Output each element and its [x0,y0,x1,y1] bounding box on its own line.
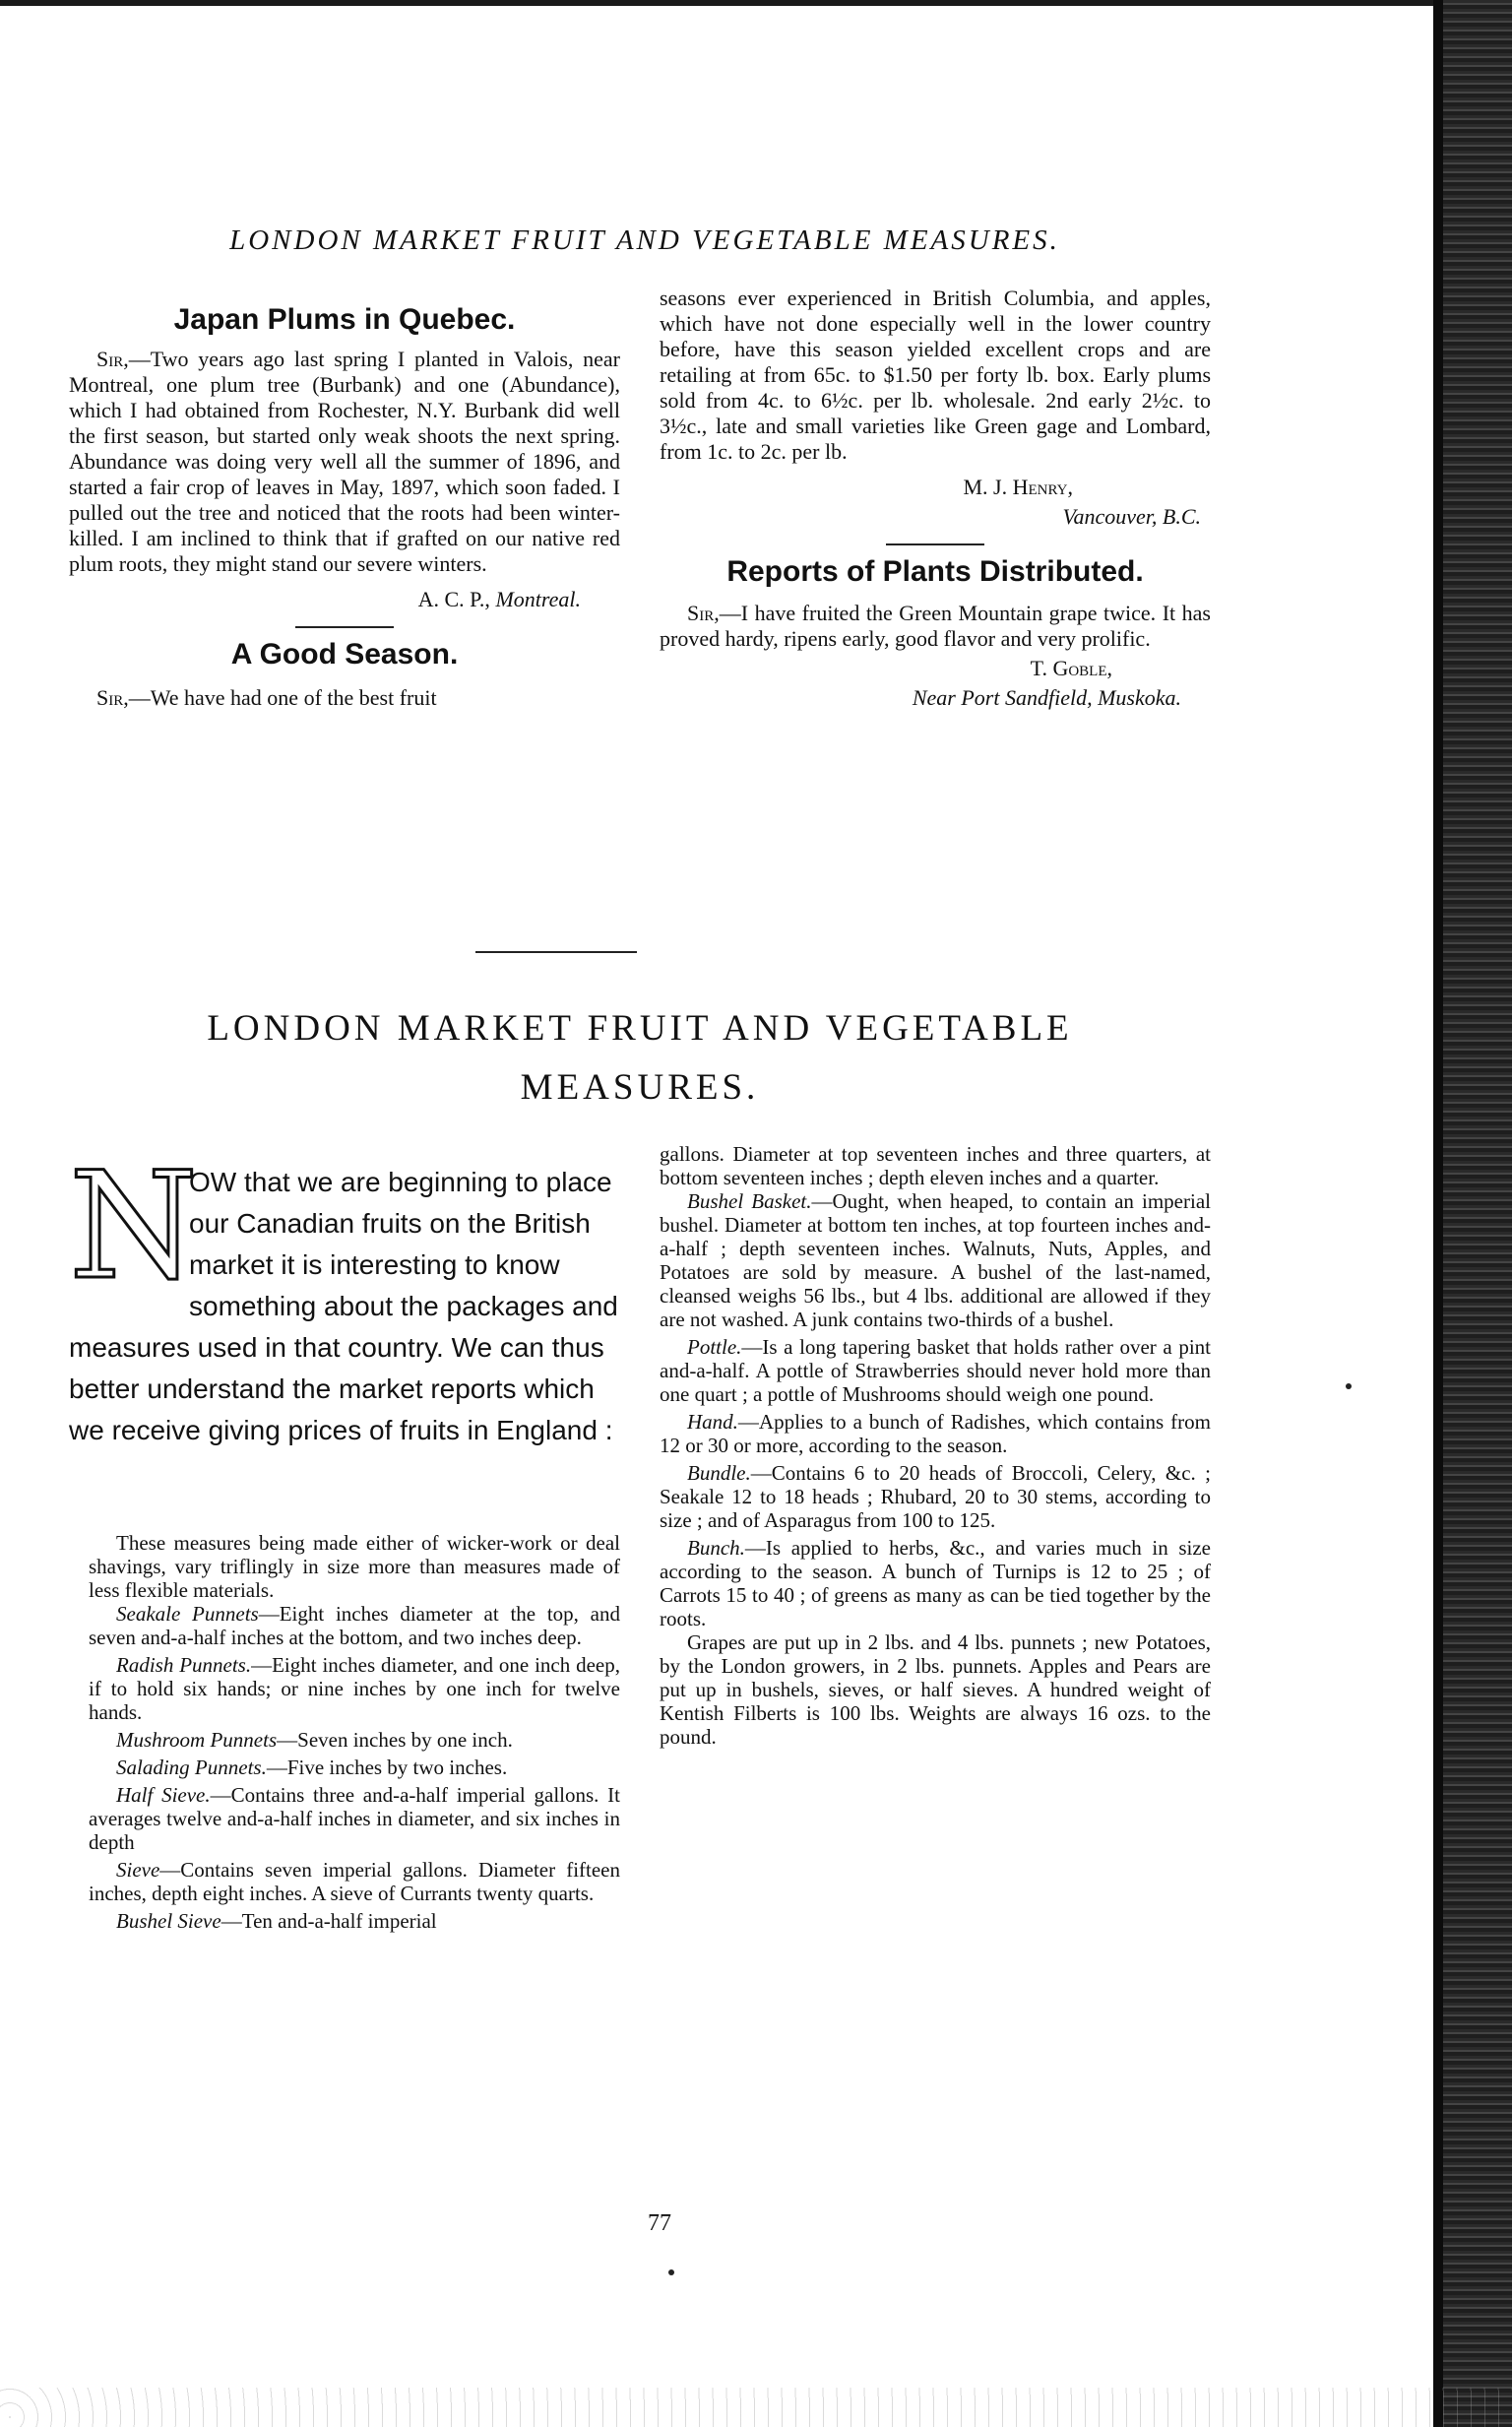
stray-mark [668,2269,674,2275]
measure-description: —Applies to a bunch of Radishes, which contains from 12 or 30 or more, according to the season. [660,1410,1211,1457]
measure-description: —Seven inches by one inch. [277,1728,513,1752]
japan-plums-text: —Two years ago last spring I planted in Valois, near Montreal, one plum tree (Burbank) and one (Abundance), which I had obtained from Rochester, N.Y. Burbank did well the first season, but started only weak shoots the next spring. Abundance was doing very well all the summer of 1896, and started a fair crop of leaves in May, 1897, which soon faded. I pulled out the tree and noticed that the roots had been winter-killed. I am inclined to think that if grafted on our native red plum roots, they might stand our severe winters. [69,347,620,576]
page-right-edge [1443,0,1512,2427]
salutation: Sir, [687,601,720,625]
right-letters-column [660,286,1211,711]
measure-entry [660,1410,1211,1457]
measure-entry [89,1909,620,1933]
stray-mark [1346,1383,1352,1389]
article-title-line1: LONDON MARKET FRUIT AND VEGETABLE [207,1008,1073,1049]
reports-signature-place: Near Port Sandfield, Muskoka. [912,685,1181,710]
measure-entry [89,1602,620,1649]
measure-term: Pottle. [687,1335,742,1359]
page-top-edge [0,0,1512,6]
good-season-title: A Good Season. [230,638,459,671]
signature-place: Montreal. [495,587,581,611]
measure-entries-left [89,1602,620,1933]
page-bottom-speckle [0,2388,1512,2427]
closing-paragraph: Grapes are put up in 2 lbs. and 4 lbs. punnets ; new Potatoes, by the London growers, in 2 lbs. punnets. Apples and Pears are put up in bushels, sieves, or half sieves. A hundred weight of Kentish Filberts is 100 lbs. Weights are always 16 ozs. to the pound. [660,1630,1211,1749]
measure-description: —Contains three and-a-half imperial gallons. It averages twelve and-a-half inches in diameter, and six inches in depth [89,1783,620,1854]
japan-plums-signature [69,587,620,612]
drop-cap: N [69,1141,199,1312]
article-divider [475,951,637,953]
reports-text: —I have fruited the Green Mountain grape twice. It has proved hardy, ripens early, good flavor and very prolific. [660,601,1211,651]
measure-entries-right [660,1189,1211,1630]
bushel-sieve-continued: gallons. Diameter at top seventeen inches and three quarters, at bottom seventeen inches ; depth eleven inches and a quarter. [660,1142,1211,1189]
good-season-text-start: —We have had one of the best fruit [128,685,437,710]
measure-term: Bushel Basket. [687,1189,812,1213]
reports-body [660,601,1211,652]
measure-term: Radish Punnets. [116,1653,252,1677]
measure-entry [89,1728,620,1752]
measure-term: Hand. [687,1410,738,1434]
running-head: LONDON MARKET FRUIT AND VEGETABLE MEASURES. [229,224,1060,256]
good-season-signature-name [660,475,1211,500]
measure-entry [89,1756,620,1779]
left-letters-column [69,303,620,711]
measure-description: —Ten and-a-half imperial [220,1909,437,1933]
signature-name: T. Goble, [1030,656,1112,680]
measure-entry [660,1189,1211,1331]
measure-term: Bundle. [687,1461,751,1485]
intro-text: OW that we are beginning to place our Canadian fruits on the British market it is interesting to know something about the packages and measures used in that country. We can thus better understand the market reports which we receive giving prices of fruits in England : [69,1167,618,1445]
article-intro [69,1141,620,1451]
measure-description: —Contains seven imperial gallons. Diameter fifteen inches, depth eight inches. A sieve of Currants twenty quarts. [89,1858,620,1905]
measure-description: —Ought, when heaped, to contain an imperial bushel. Diameter at bottom ten inches, at top fourteen inches and-a-half ; depth seventeen inches. Walnuts, Nuts, Apples, and Potatoes are sold by measure. A bushel of the last-named, cleansed weighs 56 lbs., but 4 lbs. additional are allowed if they are not washed. A junk contains two-thirds of a bushel. [660,1189,1211,1331]
section-rule [295,626,394,628]
measure-entry [660,1536,1211,1630]
measure-description: —Five inches by two inches. [266,1756,508,1779]
measure-term: Bushel Sieve [116,1909,221,1933]
article-title [69,999,1211,1118]
measure-entry [660,1335,1211,1406]
measures-paragraph: These measures being made either of wicker-work or deal shavings, vary triflingly in size more than measures made of less flexible materials. [89,1531,620,1602]
page-number: 77 [648,2210,671,2236]
measure-term: Mushroom Punnets [116,1728,278,1752]
measure-term: Salading Punnets. [116,1756,267,1779]
good-season-body-continued: seasons ever experienced in British Columbia, and apples, which have not done especially well in the lower country before, have this season yielded excellent crops and are retailing at from 65c. to $1.50 per forty lb. box. Early plums sold from 4c. to 6½c. per lb. wholesale. 2nd early 2½c. to 3½c., late and small varieties like Green gage and Lombard, from 1c. to 2c. per lb. [660,286,1211,464]
measure-description: —Eight inches diameter at the top, and seven and-a-half inches at the bottom, and two inches deep. [89,1602,620,1649]
article-left-column [89,1531,620,1933]
measure-entry [89,1653,620,1724]
measure-entry [660,1461,1211,1532]
reports-title: Reports of Plants Distributed. [726,555,1144,588]
measure-description: —Is applied to herbs, &c., and varies much in size according to the season. A bunch of Turnips is 12 to 25 ; of Carrots 15 to 40 ; of greens as many as can be tied together by the roots. [660,1536,1211,1630]
article-right-column [660,1142,1211,1749]
salutation: Sir, [96,347,129,371]
measure-description: —Is a long tapering basket that holds rather over a pint and-a-half. A pottle of Strawberries should never hold more than one quart ; a pottle of Mushrooms should weigh one pound. [660,1335,1211,1406]
measure-term: Sieve [116,1858,160,1882]
measure-term: Bunch. [687,1536,745,1560]
good-season-body-start [69,685,620,711]
good-season-signature-place: Vancouver, B.C. [1062,504,1201,529]
section-rule [886,543,984,545]
measure-term: Seakale Punnets [116,1602,259,1626]
measure-entry [89,1858,620,1905]
reports-signature-name [660,656,1211,681]
japan-plums-body [69,347,620,577]
measure-entry [89,1783,620,1854]
japan-plums-title: Japan Plums in Quebec. [173,303,516,336]
measure-description: —Contains 6 to 20 heads of Broccoli, Celery, &c. ; Seakale 12 to 18 heads ; Rhubard, 20 to 30 stems, according to size ; and of Asparagus from 100 to 125. [660,1461,1211,1532]
signature-name: M. J. Henry, [963,475,1073,499]
salutation: Sir, [96,685,129,710]
measure-description: —Eight inches diameter, and one inch deep, if to hold six hands; or nine inches by one inch for twelve hands. [89,1653,620,1724]
article-title-line2: MEASURES. [520,1067,760,1108]
signature-initials: A. C. P., [417,587,490,611]
measure-term: Half Sieve. [116,1783,211,1807]
binding-shadow [1433,0,1443,2427]
